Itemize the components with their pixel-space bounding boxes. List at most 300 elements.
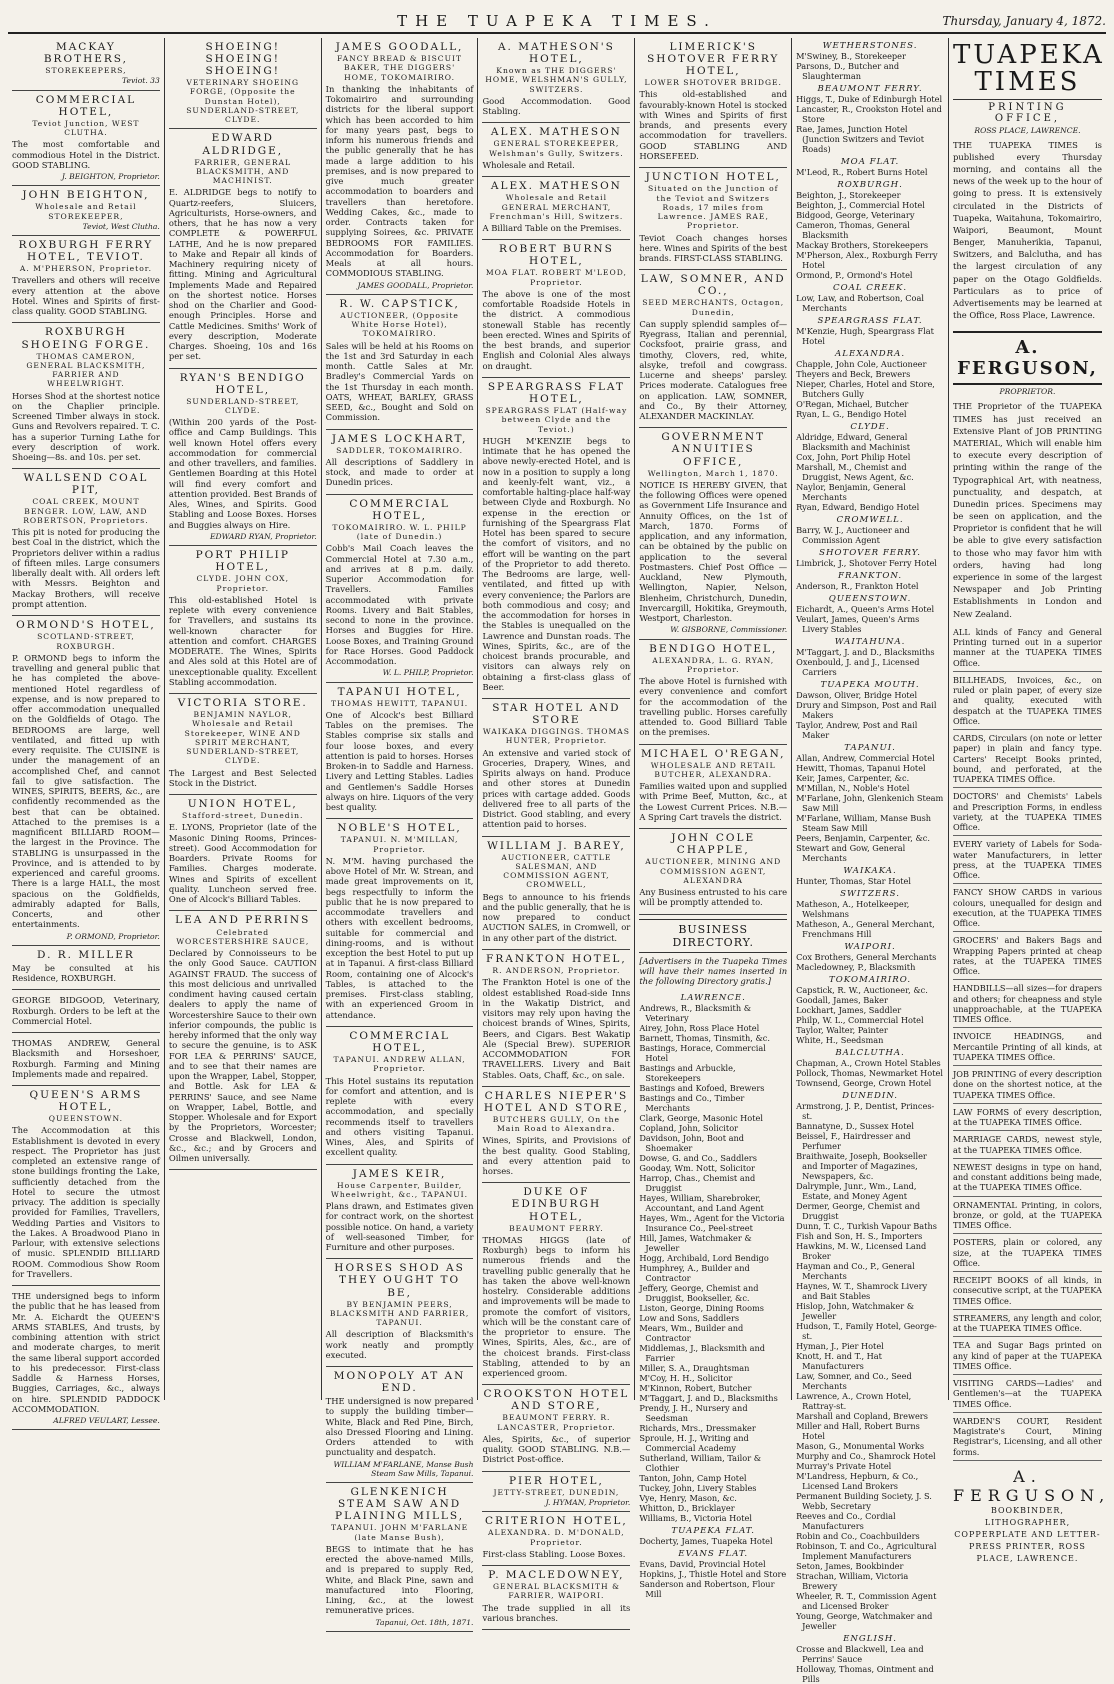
advertisement (482, 1087, 630, 1184)
directory-entry: Ormond, P., Ormond's Hotel (796, 270, 913, 280)
directory-entry: Airey, John, Ross Place Hotel (639, 1023, 760, 1034)
ad-subheading: AUCTIONEER, MINING AND COMMISSION AGENT, ALEXANDRA (645, 857, 782, 885)
directory-town: QUEENSTOWN. (828, 594, 912, 604)
ad-body: Horses Shod at the shortest notice on the Chaplier principle. Screened Timber always in stock. Guns and Revolvers repaired. T. C. has a superior Turning Lathe for every description of work. Shoeing—8s. and 10s. per set. (12, 390, 160, 463)
column-4 (478, 38, 635, 1623)
publication-notice: THE TUAPEKA TIMES is published every Thursday morning, and contains all the news of the week up to the hour of going to press. It is extensively circulated in the Districts of Tuapeka, Waitahuna, Tokomairiro, Waipori, Beaumont, Mount Benger, Manuherikia, Tapanui, Switzers, and Balclutha, and has the largest circulation of any paper on the Otago Goldfields. Particulars as to price of Advertisements may be learned at the Office, Ross Place, Lawrence. (952, 139, 1102, 321)
ad-heading: SPEARGRASS FLAT HOTEL, (487, 380, 625, 405)
directory-entry: Beighton, J., Commercial Hotel (796, 200, 925, 210)
advertisement (12, 1033, 160, 1086)
directory-entry: M'Kenzie, Hugh, Speargrass Flat Hotel (796, 326, 934, 346)
advertisement (482, 1472, 630, 1513)
directory-entry: Hill, James, Watchmaker & Jeweller (639, 1233, 752, 1254)
directory-entry: Young, George, Watchmaker and Jeweller (796, 1611, 933, 1631)
ad-heading: UNION HOTEL, (187, 798, 298, 811)
directory-entry: Haynes, W. T., Shamrock Livery and Bait Stables (796, 1281, 928, 1301)
advertisement (326, 683, 474, 820)
issue-date: Thursday, January 4, 1872. (942, 14, 1106, 28)
directory-entry: Braithwaite, Joseph, Bookseller and Importer of Magazines, Newspapers, &c. (796, 1151, 927, 1181)
ad-subheading: FARRIER, GENERAL BLACKSMITH, AND MACHINIST. (194, 157, 292, 186)
advertisement (482, 38, 630, 123)
advertisement (326, 1027, 474, 1165)
ad-heading: COMMERCIAL HOTEL, (349, 1029, 450, 1054)
ad-heading: COMMERCIAL HOTEL, (35, 93, 137, 118)
directory-entry: Tanton, John, Camp Hotel (639, 1473, 747, 1484)
ad-proprietor: Teviot. 33 (122, 76, 160, 86)
advertisement (169, 795, 317, 911)
printing-service-item: WARDEN'S COURT, Resident Magistrate's Court, Mining Registrar's, Licensing, and all other forms. (953, 1413, 1102, 1461)
directory-entry: Macledowney, P., Blacksmith (796, 962, 916, 972)
ad-proprietor: J. BEIGHTON, Proprietor. (61, 172, 160, 181)
advertisement (482, 240, 630, 378)
directory-entry: Townsend, George, Crown Hotel (796, 1078, 932, 1088)
ad-heading: TAPANUI HOTEL, (337, 685, 462, 698)
ad-heading: MONOPOLY AT AN END. (333, 1370, 466, 1395)
ad-body: First-class Stabling. Loose Boxes. (482, 1548, 626, 1559)
advertisement (326, 38, 474, 295)
footer-trades: BOOKBINDER, LITHOGRAPHER, COPPERPLATE AND LETTER-PRESS PRINTER, ROSS PLACE, LAWRENCE. (954, 1505, 1101, 1563)
directory-entry: Liston, George, Dining Rooms (639, 1303, 764, 1314)
directory-entry: M'Taggart, J. and D., Blacksmiths (639, 1393, 778, 1404)
ad-subheading: AUCTIONEER, (Opposite White Horse Hotel), TOKOMAIRIRO. (340, 310, 459, 339)
advertisement (169, 694, 317, 795)
ad-body: This Hotel sustains its reputation for comfort and attention, and is replete with every accommodation, and specially recommends itself to travellers and others visiting Tapanui. Wines, Ales, and Spirits of excellent quality. (325, 1075, 474, 1158)
directory-town: WAIKAKA. (843, 866, 897, 876)
ad-heading: NOBLE'S HOTEL, (337, 822, 462, 835)
directory-entry: Dalrymple, Junr., Wm., Land, Estate, and Money Agent (796, 1181, 917, 1201)
ad-body: This pit is noted for producing the best Coal in the district, which the Proprietors deliver within a radius of fifteen miles. Large consumers liberally dealt with. All orders left with Messrs. Beighton and Mackay Brothers, will receive prompt attention. (12, 527, 160, 609)
ad-heading: JUNCTION HOTEL, (645, 171, 781, 184)
ad-body: THOMAS ANDREW, General Blacksmith and Horseshoer, Roxburgh. Farming and Mining Implements made and repaired. (12, 1038, 160, 1079)
directory-entry: Robinson, T. and Co., Agricultural Implement Manufacturers (796, 1541, 937, 1561)
ad-heading: VICTORIA STORE. (177, 697, 308, 710)
directory-entry: Hunter, Thomas, Star Hotel (796, 876, 912, 886)
printing-service-item: EVERY variety of Labels for Soda-water Manufacturers, in letter press, at the TUAPEKA TIMES Office. (953, 836, 1102, 884)
advertisement (482, 1566, 630, 1630)
advertisement (326, 1367, 474, 1483)
ad-subheading: STOREKEEPERS, (45, 66, 127, 76)
directory-entry: Davidson, John, Boot and Shoemaker (639, 1133, 744, 1154)
directory-entry: Bastings and Co., Timber Merchants (639, 1093, 745, 1114)
ad-subheading: WHOLESALE AND RETAIL BUTCHER, ALEXANDRA. (650, 760, 776, 779)
directory-entry: Low and Sons, Saddlers (639, 1313, 740, 1324)
advertisement (482, 123, 630, 177)
directory-entry: Limbrick, J., Shotover Ferry Hotel (796, 558, 937, 568)
directory-entry: Humphrey, A., Builder and Contractor (639, 1263, 750, 1284)
directory-entry: Permanent Building Society, J. S. Webb, Secretary (796, 1491, 932, 1511)
ad-subheading: THOMAS HEWITT, TAPANUI. (330, 698, 469, 708)
ad-body: The most comfortable and commodious Hotel in the District. GOOD STABLING. (12, 139, 160, 170)
directory-entry: Aldridge, Edward, General Blacksmith and Machinist (796, 432, 911, 452)
ad-body: This old-established and favourably-known Hotel is stocked with Wines and Spirits of first brands, and presents every accommodation for travellers. GOOD STABLING AND HORSEFEED. (639, 89, 788, 161)
ad-subheading: ALEXANDRA, L. G. RYAN, Proprietor. (652, 655, 775, 674)
ad-subheading: Wellington, March 1, 1870. (647, 468, 779, 478)
advertisement (482, 177, 630, 240)
directory-town: MOA FLAT. (840, 157, 900, 167)
job-printing-notice: THE Proprietor of the TUAPEKA TIMES has just received an Extensive Plant of JOB PRINTING MATERIAL, Which will enable him to execute every description of printing within the range of the Typographical Art, with neatness, punctuality, and despatch, at Dunedin prices. Specimens may be seen on application, and the Proprietor is confident that he will be able to give every satisfaction to those who may favor him with orders, having had long experience in some of the largest Newspaper and Job Printing Establishments in London and New Zealand. (952, 401, 1102, 619)
directory-entry: Beissel, F., Hairdresser and Perfumer (796, 1131, 911, 1151)
ad-body: Travellers and others will receive every attention at the above Hotel. Wines and Spirits of first-class quality. GOOD STABLING. (12, 275, 160, 317)
directory-town: TUAPEKA MOUTH. (820, 680, 920, 690)
column-5 (635, 38, 792, 1600)
directory-entry: M'Kinnon, Robert, Butcher (639, 1383, 752, 1394)
advertisement (326, 1259, 474, 1367)
directory-entry: Fish and Son, H. S., Importers (796, 1231, 923, 1241)
directory-entry: Law, Somner, and Co., Seed Merchants (796, 1371, 912, 1391)
ad-heading: DUKE OF EDINBURGH HOTEL, (511, 1186, 602, 1223)
ad-subheading: BY BENJAMIN PEERS, BLACKSMITH AND FARRIER, TAPANUI. (329, 1299, 470, 1328)
directory-entry: Anderson, R., Frankton Hotel (796, 581, 919, 591)
ad-body: E. ALDRIDGE begs to notify to Quartz-reefers, Sluicers, Agriculturists, Horse-owners, and others, that he has now a very COMPLETE & POWERFUL LATHE, And he is now prepared to Make and Repair all kinds of Machinery requiring nicety of fitting. Mining and Agricultural Implements Made and Repaired on the shortest notice. Horses shod on the Charlier and Good-enough Principles. Horse and Cattle Medicines. Smiths' Work of every description, Moderate Charges. Shoeing, 10s and 16s per set. (168, 187, 317, 362)
directory-town: SPEARGRASS FLAT. (817, 316, 923, 326)
directory-entry: Hayman and Co., P., General Merchants (796, 1261, 915, 1281)
ad-subheading: A. M'PHERSON, Proprietor. (19, 264, 152, 274)
directory-town: CLYDE. (850, 422, 890, 432)
directory-entry: Jeffery, George, Chemist and Druggist, Bookseller, &c. (639, 1283, 759, 1304)
directory-entry: Bastings and Arbuckle, Storekeepers (639, 1063, 736, 1084)
proprietor-name: A. FERGUSON, (953, 331, 1102, 385)
directory-entry: Goodall, James, Baker (796, 995, 888, 1005)
column-3 (322, 38, 479, 1627)
ad-heading: D. R. MILLER (37, 948, 135, 961)
ad-heading: LIMERICK'S SHOTOVER FERRY HOTEL, (647, 41, 780, 78)
directory-entry: M'Leod, R., Robert Burns Hotel (796, 167, 928, 177)
ad-subheading: Stafford-street, Dunedin. (182, 811, 304, 821)
printing-service-item: FANCY SHOW CARDS in various colours, unequalled for design and execution, at the TUAPEKA TIMES Office. (953, 884, 1102, 932)
directory-entry: Pollock, Thomas, Newmarket Hotel (796, 1068, 943, 1078)
directory-entry: M'Farlane, William, Manse Bush Steam Saw Mill (796, 813, 932, 833)
ad-heading: JAMES GOODALL, (335, 41, 464, 53)
directory-entry: Murphy and Co., Shamrock Hotel (796, 1451, 936, 1461)
advertisement (169, 911, 317, 1170)
directory-entry: Hayes, Wm., Agent for the Victoria Insurance Co., Peel-street (639, 1213, 785, 1234)
directory-entry: Vye, Henry, Mason, &c. (639, 1493, 737, 1504)
directory-entry: Harrop, Chas., Chemist and Druggist (639, 1173, 756, 1194)
directory-entry: Sproule, H. J., Writing and Commercial Academy (639, 1433, 749, 1454)
directory-entry: Andrews, R., Blacksmith & Veterinary (639, 1003, 751, 1024)
ad-body: Good Accommodation. Good Stabling. (482, 95, 631, 117)
ad-body: In thanking the inhabitants of Tokomairiro and surrounding districts for the liberal support which has been accorded to him for many years past, begs to inform his numerous friends and the public generally that he has made a large addition to his premises, and is now prepared to give much greater accommodation to boarders and travellers than heretofore. Wedding Cakes, &c., made to order. Contracts taken for supplying Soirees, &c. PRIVATE BEDROOMS FOR FAMILIES. Accommodation for Boarders. Meals at all hours. COMMODIOUS STABLING. (325, 83, 474, 279)
advertisement (482, 837, 630, 950)
directory-entry: Marshall, M., Chemist and Druggist, News Agent, &c. (796, 462, 914, 482)
ad-subheading: MOA FLAT. ROBERT M'LEOD, Proprietor. (485, 268, 627, 287)
ad-subheading: BENJAMIN NAYLOR, Wholesale and Retail Storekeeper, WINE AND SPIRIT MERCHANT, SUNDERLAND-STREET, CLYDE. (184, 710, 301, 766)
ad-body: Can supply splendid samples of—Ryegrass, Italian and perennial, Cocksfoot, prairie grass, and timothy, Clovers, red, white, alsyke, trefoil and cowgrass. Lucerne and sheeps' parsley. Prices moderate. Catalogues free on application. LAW, SOMNER, and Co., By their Attorney, ALEXANDER MACKINLAY. (639, 318, 788, 422)
ad-body: Wines, Spirits, and Provisions of the best quality. Good Stabling, and every attention paid to horses. (482, 1135, 631, 1177)
directory-entry: Mackay Brothers, Storekeepers (796, 240, 929, 250)
advertisement (12, 38, 160, 91)
directory-entry: Bidgood, George, Veterinary (796, 210, 915, 220)
ad-proprietor: JAMES GOODALL, Proprietor. (357, 280, 474, 290)
column-5-ads (639, 38, 787, 915)
ad-body: Declared by Connoisseurs to be the only Good Sauce. CAUTION AGAINST FRAUD. The success of this most delicious and unrivalled condiment having caused certain dealers to apply the name of Worcestershire Sauce to their own inferior compounds, the public is hereby informed that the only way to secure the genuine, is to ASK FOR LEA & PERRINS' SAUCE, and to see that their names are upon the Wrapper, Label, Stopper, and Bottle. Ask for LEA & PERRINS' Sauce, and see Name on Wrapper, Label, Bottle, and Stopper. Wholesale and for Export by the Proprietors, Worcester; Crosse and Blackwell, London, &c., &c.; and by Grocers and Oilmen universally. (168, 948, 317, 1163)
ad-heading: ROBERT BURNS HOTEL, (498, 243, 614, 268)
directory-entry: Hawkins, M. W., Licensed Land Broker (796, 1241, 927, 1261)
directory-town: LAWRENCE. (680, 993, 746, 1004)
directory-entry: Williams, B., Victoria Hotel (639, 1513, 752, 1524)
directory-town: ROXBURGH. (837, 180, 903, 190)
directory-entry: Wheeler, R. T., Commission Agent and Licensed Broker (796, 1591, 937, 1611)
advertisement (12, 990, 160, 1033)
directory-entry: Bannatyne, D., Sussex Hotel (796, 1121, 914, 1131)
ad-body: All description of Blacksmith's work neatly and promptly executed. (325, 1329, 474, 1360)
directory-entry: Lawrence, A., Crown Hotel, Rattray-st. (796, 1391, 912, 1411)
ad-heading: JOHN COLE CHAPPLE, (671, 832, 756, 857)
ad-subheading: TOKOMAIRIRO. W. L. PHILP (late of Dunedin.) (332, 522, 467, 542)
ad-heading: JAMES KEIR, (352, 1167, 447, 1180)
directory-entry: Cox, John, Port Philip Hotel (796, 452, 911, 462)
printing-office-address: ROSS PLACE, LAWRENCE. (974, 125, 1081, 135)
ad-body: (Within 200 yards of the Post-office and Camp Buildings. This well known Hotel offers every accommodation for commercial and other travellers, and families. Gentlemen Boarding at this Hotel will find every comfort and attention provided. Best Brands of Ales, Wines, and Spirits. Good Stabling and Loose Boxes. Horses and Buggies always on Hire. (168, 417, 317, 530)
ad-body: May be consulted at his Residence, ROXBURGH. (12, 962, 160, 984)
directory-entry: Evans, David, Provincial Hotel (639, 1559, 766, 1570)
directory-entry: Strachan, William, Victoria Brewery (796, 1571, 909, 1591)
column-7 (949, 38, 1111, 1563)
ad-heading: QUEEN'S ARMS HOTEL, (29, 1089, 143, 1114)
advertisement (639, 168, 787, 270)
ad-heading: PIER HOTEL, (508, 1474, 604, 1487)
directory-town: SWITZERS. (840, 889, 900, 899)
advertisement (326, 1483, 474, 1632)
directory-entry: Eichardt, A., Queen's Arms Hotel (796, 604, 935, 614)
advertisement (326, 819, 474, 1027)
printing-service-item: GROCERS' and Bakers Bags and Wrapping Papers printed at cheap rates, at the TUAPEKA TIMES Office. (953, 932, 1102, 980)
ad-body: All descriptions of Saddlery in stock, and made to order at Dunedin prices. (325, 456, 474, 488)
ad-body: P. ORMOND begs to inform the travelling and general public that he has completed the above-mentioned Hotel regardless of expense, and is now prepared to offer accommodation unequalled on the Goldfields of Otago. The BEDROOMS are large, well ventilated, and fitted up with every requisite. The CUISINE is under the management of an accomplished Chef, and cannot fail to give satisfaction. The WINES, SPIRITS, BEERS, &c., are confidently recommended as the best that can be obtained. Attached to the premises is a magnificent BILLIARD ROOM—the largest in the Province. The STABLING is unsurpassed in the Province, and is attended to by experienced and careful grooms. There is a large HALL, the most spacious on the Goldfields, admirably adapted for Balls, Concerts, and other entertainments. (12, 652, 160, 930)
ad-subheading: SADDLER, TOKOMAIRIRO. (336, 445, 463, 455)
printing-office-subtitle: PRINTING OFFICE, (988, 101, 1067, 124)
ad-subheading: Teviot Junction, WEST CLUTHA. (32, 118, 140, 137)
printing-service-item: MARRIAGE CARDS, newest style, at the TUAPEKA TIMES Office. (953, 1131, 1102, 1159)
printing-service-item: RECEIPT BOOKS of all kinds, in consecutive script, at the TUAPEKA TIMES Office. (953, 1272, 1102, 1310)
ad-heading: ROXBURGH FERRY HOTEL, TEVIOT. (18, 239, 154, 264)
directory-entry: Marshall and Copland, Brewers (796, 1411, 928, 1421)
printing-service-item: HANDBILLS—all sizes—for drapers and others; for cheapness and style unapproachable, at the TUAPEKA TIMES Office. (953, 980, 1102, 1028)
directory-heading: BUSINESS DIRECTORY. (639, 919, 787, 953)
directory-entry: Hopkins, J., Thistle Hotel and Store (639, 1569, 787, 1580)
directory-entry: M'Landress, Hepburn, & Co., Licensed Land Brokers (796, 1471, 919, 1491)
directory-entry: Sanderson and Robertson, Flour Mill (639, 1579, 775, 1600)
ad-body: Begs to announce to his friends and the public generally, that he is now prepared to conduct AUCTION SALES, in Cromwell, or in any other part of the district. (482, 891, 631, 943)
printing-service-item: TEA and Sugar Bags printed on any kind of paper at the TUAPEKA TIMES Office. (953, 1337, 1102, 1375)
printing-service-item: DOCTORS' and Chemists' Labels and Prescription Forms, in endless variety, at the TUAPEKA TIMES Office. (953, 788, 1102, 836)
directory-entry: Peers, Benjamin, Carpenter, &c. (796, 833, 930, 843)
ad-heading: JAMES LOCKHART, (331, 432, 468, 445)
ad-subheading: TAPANUI. ANDREW ALLAN, Proprietor. (333, 1055, 466, 1074)
directory-entry: Keir, James, Carpenter, &c. (796, 773, 910, 783)
directory-town: BEAUMONT FERRY. (817, 84, 923, 94)
ad-subheading: TAPANUI. JOHN M'FARLANE (late Manse Bush), (330, 1523, 469, 1542)
masthead-title: THE TUAPEKA TIMES. (397, 12, 717, 30)
ad-heading: PORT PHILIP HOTEL, (195, 549, 290, 574)
printing-service-item: ORNAMENTAL Printing, in colors, bronze, or gold, at the TUAPEKA TIMES Office. (953, 1197, 1102, 1235)
directory-town: CROMWELL. (836, 515, 904, 525)
ad-heading: JOHN BEIGHTON, (22, 189, 150, 202)
ad-proprietor: EDWARD RYAN, Proprietor. (209, 531, 317, 541)
ad-subheading: SCOTLAND-STREET, ROXBURGH. (37, 632, 135, 651)
directory-entry: Naylor, Benjamin, General Merchants (796, 482, 906, 502)
directory-town: EVANS FLAT. (678, 1549, 749, 1560)
advertisement (12, 186, 160, 236)
advertisement (482, 1385, 630, 1471)
directory-entry: M'Millan, N., Noble's Hotel (796, 783, 910, 793)
ad-subheading: Wholesale and Retail GENERAL MERCHANT, Frenchman's Hill, Switzers. (489, 193, 624, 221)
ad-subheading: Celebrated WORCESTERSHIRE SAUCE, (176, 927, 310, 946)
directory-entry: Seton, James, Bookbinder (796, 1561, 904, 1571)
directory-entry: Crosse and Blackwell, Lea and Perrins' Sauce (796, 1644, 924, 1664)
printing-service-item: INVOICE HEADINGS, and Mercantile Printing of all kinds, at TUAPEKA TIMES Office. (953, 1028, 1102, 1066)
directory-entry: Murray's Private Hotel (796, 1461, 892, 1471)
ad-subheading: Known as THE DIGGERS' HOME, WELSHMAN'S GULLY, SWITZERS. (485, 66, 628, 94)
directory-entry: M'Taggart, J. and D., Blacksmiths (796, 647, 935, 657)
directory-town: ALEXANDRA. (835, 349, 906, 359)
ad-subheading: COAL CREEK, MOUNT BENGER. LOW, LAW, AND ROBERTSON, Proprietors. (23, 497, 149, 525)
directory-intro: [Advertisers in the Tuapeka Times will have their names inserted in the following Directory gratis.] (639, 955, 788, 987)
directory-entry: Hyman, J., Pier Hotel (796, 1341, 884, 1351)
advertisement (12, 616, 160, 946)
directory-entry: Robin and Co., Coachbuilders (796, 1531, 920, 1541)
ad-body: One of Alcock's best Billiard Tables on the premises. The Stables comprise six stalls and four loose boxes, and every attention is paid to horses. Horses Broken-in to Saddle and Harness. Livery and Letting Stables. Ladies and Gentlemen's Saddle Horses always on hire. Liquors of the very best quality. (325, 709, 474, 813)
ad-subheading: ALEXANDRA. D. M'DONALD, Proprietor. (488, 1528, 625, 1547)
ad-body: N. M'M. having purchased the above Hotel of Mr. W. Strean, and made great improvements on it, begs respectfully to inform the public that he is now prepared to accommodate travellers and others with excellent bedrooms, suitable for commercial and dining-rooms, and is without exception the best Hotel to put up at in Tapanui. A first-class Billiard Room, containing one of Alcock's Tables, is attached to the premises. First-class stabling, with an experienced Groom in attendance. (325, 855, 474, 1020)
advertisement (169, 546, 317, 694)
advertisement (12, 1286, 160, 1430)
directory-entry: Cox Brothers, General Merchants (796, 952, 937, 962)
directory-town: TUAPEKA FLAT. (671, 1526, 756, 1537)
ad-proprietor: W. GISBORNE, Commissioner. (670, 625, 788, 635)
directory-entry: Mears, Wm., Builder and Contractor (639, 1323, 744, 1344)
ad-subheading: LOWER SHOTOVER BRIDGE. (644, 78, 782, 88)
masthead (8, 4, 1106, 34)
advertisement (169, 38, 317, 129)
ad-body: Ales, Spirits, &c., of superior quality. GOOD STABLING. N.B.—District Post-office. (482, 1433, 631, 1465)
printing-service-item: BILLHEADS, Invoices, &c., on ruled or plain paper, of every size and quality, executed with despatch at the TUAPEKA TIMES Office. (953, 672, 1102, 730)
directory-entry: Gooday, Wm. Nott, Solicitor (639, 1163, 755, 1174)
ad-subheading: CLYDE. JOHN COX, Proprietor. (196, 574, 289, 593)
proprietor-label: PROPRIETOR. (999, 387, 1056, 397)
footer-name: A. FERGUSON, (952, 1466, 1111, 1505)
advertisement (326, 430, 474, 495)
directory-entry: Philp, W. L., Commercial Hotel (796, 1015, 924, 1025)
directory-list (639, 993, 787, 1599)
ad-subheading: SPEARGRASS FLAT (Half-way between Clyde and the Teviot.) (485, 406, 628, 434)
advertisement (12, 1086, 160, 1286)
ad-body: The above Hotel is furnished with every convenience and comfort for the accommodation of the travelling public. Horses carefully attended to. Good Billiard Table on the premises. (639, 676, 788, 738)
directory-entry: Tuckey, John, Livery Stables (639, 1483, 757, 1494)
advertisement (482, 1183, 630, 1385)
ad-heading: WALLSEND COAL PIT, (23, 472, 149, 497)
advertisement (482, 1512, 630, 1566)
advertisement (12, 946, 160, 991)
directory-entry: M'Pherson, Alex., Roxburgh Ferry Hotel (796, 250, 938, 270)
advertisement (326, 1165, 474, 1260)
directory-entry: Hayes, William, Sharebroker, Accountant, and Land Agent (639, 1193, 764, 1214)
ad-proprietor: Tapanui, Oct. 18th, 1871. (375, 1617, 474, 1627)
directory-entry: Hislop, John, Watchmaker & Jeweller (796, 1301, 915, 1321)
ad-heading: ROXBURGH SHOEING FORGE. (21, 326, 151, 351)
ad-subheading: BUTCHERS GULLY, On the Main Road to Alexandra. (492, 1114, 621, 1134)
ad-body: The Frankton Hotel is one of the oldest established Road-side Inns in the Wakatip District, and visitors may rely upon having the choicest brands of Wines, Spirits, Beers, and Cigars. Best Wakatip Ale (Special Brew). SUPERIOR ACCOMMODATION FOR TRAVELLERS. Livery and Bait Stables. Oats, Chaff, &c., on sale. (482, 977, 631, 1080)
printing-service-item: NEWEST designs in type on hand, and constant additions being made, at the TUAPEKA TIMES Office. (953, 1159, 1102, 1197)
printing-service-item: ALL kinds of Fancy and General Printing turned out in a superior manner at the TUAPEKA TIMES Office. (953, 624, 1102, 672)
ad-body: Families waited upon and supplied with Prime Beef, Mutton, &c., at the Lowest Current Prices. N.B.—A Spring Cart travels the district. (639, 781, 788, 822)
ad-subheading: Wholesale and Retail STOREKEEPER, (35, 202, 137, 221)
advertisement (639, 428, 787, 639)
directory-town: COAL CREEK. (833, 283, 908, 293)
advertisement (639, 829, 787, 914)
ad-heading: P. MACLEDOWNEY, (488, 1569, 625, 1582)
directory-entry: White, H., Seedsman (796, 1035, 884, 1045)
ad-subheading: VETERINARY SHOEING FORGE, (Opposite the Dunstan Hotel), SUNDERLAND-STREET, CLYDE. (186, 78, 300, 125)
ad-heading: CHARLES NIEPER'S HOTEL AND STORE, (483, 1089, 629, 1114)
directory-entry: Capstick, R. W., Auctioneer, &c. (796, 985, 928, 995)
directory-entry: Oxenbould, J. and J., Licensed Carriers (796, 657, 920, 677)
directory-entry: M'Coy, H. H., Solicitor (639, 1373, 733, 1384)
directory-entry: M'Swiney, B., Storekeeper (796, 51, 906, 61)
ad-heading: FRANKTON HOTEL, (486, 952, 627, 965)
directory-entry: Low, Law, and Robertson, Coal Merchants (796, 293, 924, 313)
ad-body: BEGS to intimate that he has erected the above-named Mills, and is prepared to supply Red, White, and Black Pine, sawn and manufactured into Flooring, Lining, &c., at the lowest remunerative prices. (325, 1543, 474, 1616)
ad-heading: RYAN'S BENDIGO HOTEL, (179, 371, 306, 396)
ad-heading: STAR HOTEL AND STORE (492, 702, 621, 727)
ad-proprietor: W. L. PHILP, Proprietor. (382, 668, 474, 678)
ad-body: THE undersigned begs to inform the public that he has leased from Mr. A. Eichardt the QUEEN'S ARMS STABLES, And trusts, by combining attention with strict and moderate charges, to merit the same liberal support accorded to his predecessor. First-class Saddle & Harness Horses, Buggies, Carriages, &c., always on hire. SPLENDID PADDOCK ACCOMMODATION. (12, 1291, 160, 1414)
ad-subheading: QUEENSTOWN. (48, 1114, 124, 1124)
printing-office-title: TUAPEKA TIMES (953, 38, 1102, 100)
ad-proprietor: Teviot, West Clutha. (82, 221, 160, 231)
ad-subheading: WAIKAKA DIGGINGS. THOMAS HUNTER, Proprietor. (482, 727, 630, 746)
directory-town: WAITAHUNA. (834, 637, 906, 647)
ad-body: E. LYONS, Proprietor (late of the Masonic Dining Rooms, Princes-street). Good Accommodation for Boarders. Private Rooms for Families. Charges moderate. Wines and Spirits of excellent quality. Luncheon served free. One of Alcock's Billiard Tables. (168, 822, 317, 905)
directory-entry: Chapple, John Cole, Auctioneer (796, 359, 927, 369)
ad-heading: MACKAY BROTHERS, (43, 41, 128, 66)
directory-entry: Ryan, L. G., Bendigo Hotel (796, 409, 907, 419)
directory-town: ENGLISH. (843, 1634, 897, 1644)
advertisement (482, 378, 630, 699)
directory-entry: Rae, James, Junction Hotel (Junction Switzers and Teviot Roads) (796, 124, 924, 154)
directory-entry: Miller and Hall, Robert Burns Hotel (796, 1421, 920, 1441)
directory-entry: Richards, Mrs., Dressmaker (639, 1423, 756, 1434)
printing-service-item: POSTERS, plain or colored, any size, at the TUAPEKA TIMES Office. (953, 1234, 1102, 1272)
ad-body: This old-established Hotel is replete with every convenience for Travellers, and sustains its well-known character for attention and comfort. CHARGES MODERATE. The Wines, Spirits and Ales sold at this Hotel are of unexceptionable quality. Excellent Stabling accommodation. (168, 594, 317, 687)
directory-entry: Ryan, Edward, Bendigo Hotel (796, 502, 920, 512)
advertisement (639, 745, 787, 830)
printing-service-item: CARDS, Circulars (on note or letter paper) in plain and fancy type. Carters' Receipt Books printed, bound, and perforated, at the TUAPEKA TIMES Office. (953, 730, 1102, 788)
ad-subheading: TAPANUI. N. M'MILLAN, Proprietor. (340, 835, 459, 854)
ad-body: Plans drawn, and Estimates given for contract work, on the shortest possible notice. On hand, a variety of well-seasoned Timber, for Furniture and other purposes. (325, 1201, 474, 1253)
ad-heading: ALEX. MATHESON (490, 180, 622, 193)
ad-proprietor: WILLIAM M'FARLANE, Manse Bush Steam Saw Mills, Tapanui. (333, 1459, 474, 1478)
ad-body: Sales will be held at his Rooms on the 1st and 3rd Saturday in each month. Cattle Sales at Mr. Bradley's Commercial Yards on the 1st Thursday in each month. OATS, WHEAT, BARLEY, GRASS SEED, &c., Bought and Sold on Commission. (325, 340, 474, 423)
ad-heading: R. W. CAPSTICK, (339, 297, 460, 310)
directory-entry: O'Regan, Michael, Butcher (796, 399, 909, 409)
directory-entry: Matheson, A., Hotelkeeper, Welshmans (796, 899, 910, 919)
ad-subheading: House Carpenter, Builder, Wheelwright, &c., TAPANUI. (331, 1180, 469, 1199)
directory-town: BALCLUTHA. (835, 1048, 905, 1058)
directory-entry: Taylor, Walter, Painter (796, 1025, 888, 1035)
ad-subheading: R. ANDERSON, Proprietor. (492, 966, 621, 975)
ad-body: The trade supplied in all its various branches. (482, 1602, 631, 1623)
ad-body: A Billiard Table on the Premises. (482, 223, 622, 233)
directory-entry: Dermer, George, Chemist and Druggist (796, 1201, 921, 1221)
directory-entry: Beighton, J., Storekeeper (796, 190, 901, 200)
ad-heading: CRITERION HOTEL, (485, 1515, 628, 1528)
ad-body: THOMAS HIGGS (late of Roxburgh) begs to inform his numerous friends and the travelling public generally that he has taken the above well-known hostelry. Considerable additions and improvements will be made to promote the comfort of visitors, which will be the constant care of the proprietor to ensure. The Wines, Spirits, Ales, &c., are of the choicest brands. First-class Stabling, attended to by an experienced groom. (482, 1234, 631, 1379)
directory-town: TOKOMAIRIRO. (829, 975, 912, 985)
ad-heading: CROOKSTON HOTEL AND STORE, (483, 1388, 630, 1413)
column-2 (165, 38, 322, 1400)
ad-body: Wholesale and Retail. (482, 159, 575, 170)
